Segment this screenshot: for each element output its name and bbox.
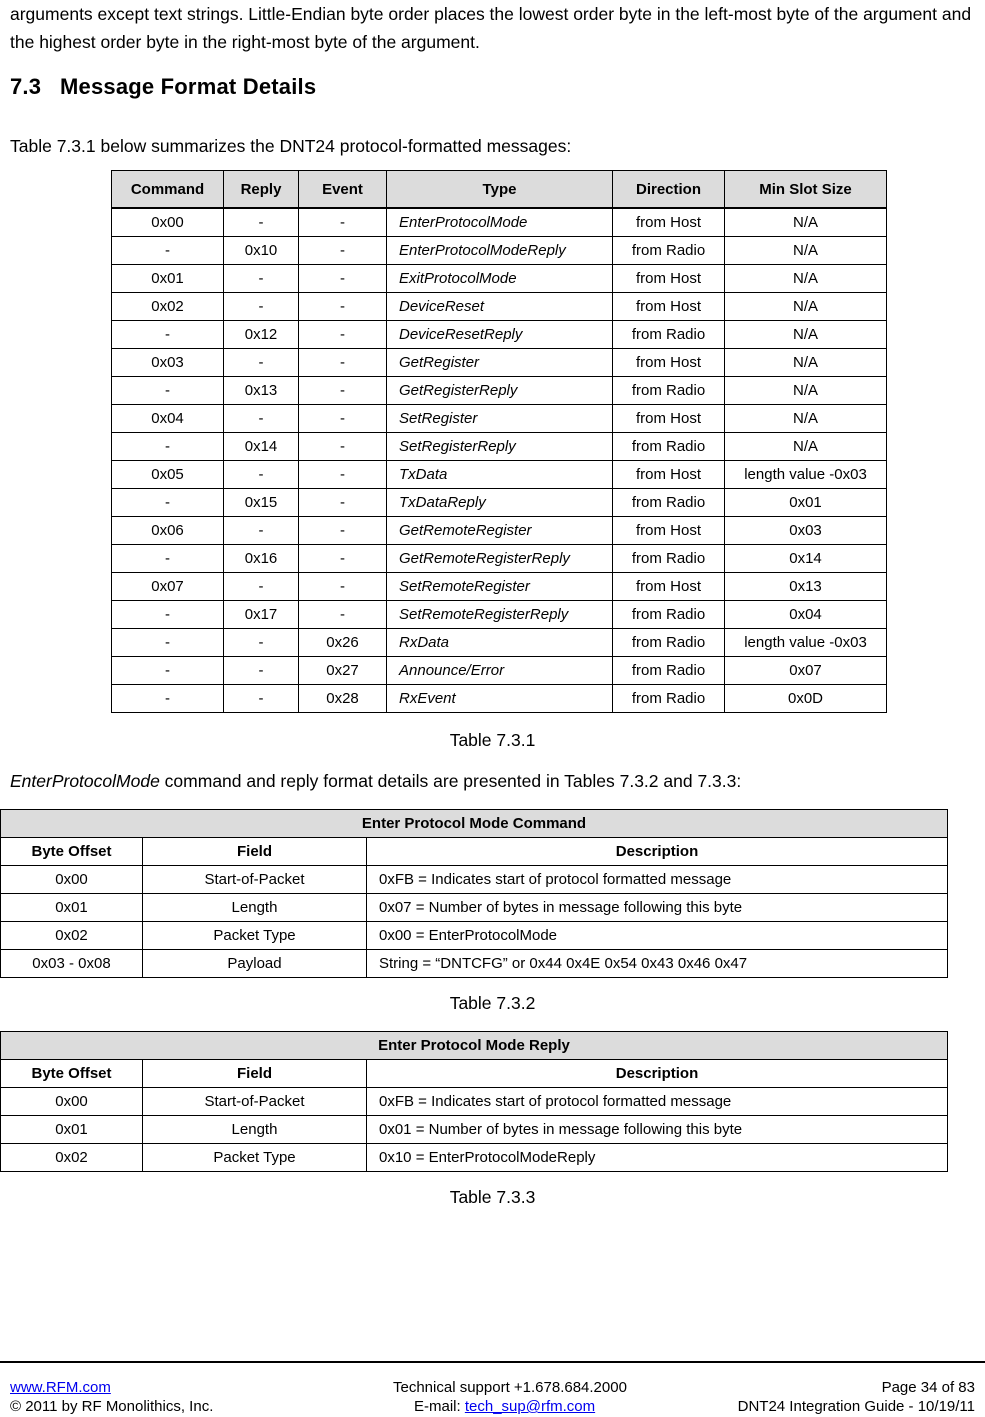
field-cell: Length: [143, 1116, 367, 1144]
byte-offset-cell: 0x01: [1, 894, 143, 922]
reply-cell: -: [224, 517, 299, 545]
direction-cell: from Radio: [613, 601, 725, 629]
description-cell: 0x01 = Number of bytes in message following this byte: [367, 1116, 948, 1144]
min-slot-size-cell: 0x01: [725, 489, 887, 517]
reply-cell: 0x16: [224, 545, 299, 573]
field-cell: Start-of-Packet: [143, 866, 367, 894]
type-cell: DeviceResetReply: [387, 321, 613, 349]
footer-copyright: © 2011 by RF Monolithics, Inc.: [10, 1398, 214, 1415]
table-row: [112, 265, 887, 293]
footer-divider: [0, 1361, 985, 1363]
table-title-row: [1, 1032, 948, 1060]
event-cell: 0x26: [299, 629, 387, 657]
event-cell: -: [299, 321, 387, 349]
type-cell: GetRegister: [387, 349, 613, 377]
min-slot-size-cell: 0x14: [725, 545, 887, 573]
table-row: [112, 545, 887, 573]
type-cell: ExitProtocolMode: [387, 265, 613, 293]
type-cell: EnterProtocolModeReply: [387, 237, 613, 265]
reply-cell: 0x17: [224, 601, 299, 629]
footer-website: [10, 1378, 111, 1398]
col-header-command: Command: [112, 171, 224, 209]
min-slot-size-cell: 0x03: [725, 517, 887, 545]
enter-protocol-mode-text: command and reply format details are presented in Tables 7.3.2 and 7.3.3:: [159, 771, 742, 791]
command-cell: 0x03: [112, 349, 224, 377]
table-row: [112, 208, 887, 237]
event-cell: -: [299, 237, 387, 265]
reply-cell: -: [224, 657, 299, 685]
event-cell: -: [299, 461, 387, 489]
col-header-byte-offset: Byte Offset: [1, 838, 143, 866]
col-header-field: Field: [143, 838, 367, 866]
table-row: [1, 1144, 948, 1172]
col-header-min-slot-size: Min Slot Size: [725, 171, 887, 209]
table-row: [112, 517, 887, 545]
min-slot-size-cell: N/A: [725, 208, 887, 237]
direction-cell: from Radio: [613, 629, 725, 657]
event-cell: 0x28: [299, 685, 387, 713]
table-7-3-2-caption: Table 7.3.2: [449, 993, 536, 1013]
reply-cell: -: [224, 405, 299, 433]
intro-paragraph: arguments except text strings. Little-Endian byte order places the lowest order byte in the left-most byte of the argument and the highest order byte in the right-most byte of the argument.: [10, 4, 972, 52]
type-cell: RxData: [387, 629, 613, 657]
type-cell: DeviceReset: [387, 293, 613, 321]
type-cell: TxData: [387, 461, 613, 489]
command-cell: 0x06: [112, 517, 224, 545]
table-7-3-1-caption: Table 7.3.1: [449, 730, 536, 750]
email-label: E-mail:: [414, 1398, 465, 1415]
type-cell: Announce/Error: [387, 657, 613, 685]
reply-cell: -: [224, 349, 299, 377]
col-header-field: Field: [143, 1060, 367, 1088]
col-header-byte-offset: Byte Offset: [1, 1060, 143, 1088]
description-cell: String = “DNTCFG” or 0x44 0x4E 0x54 0x43 0x46 0x47: [367, 950, 948, 978]
event-cell: -: [299, 517, 387, 545]
direction-cell: from Host: [613, 517, 725, 545]
min-slot-size-cell: 0x04: [725, 601, 887, 629]
command-cell: -: [112, 685, 224, 713]
description-cell: 0xFB = Indicates start of protocol formatted message: [367, 866, 948, 894]
command-cell: -: [112, 321, 224, 349]
command-cell: 0x07: [112, 573, 224, 601]
byte-offset-cell: 0x01: [1, 1116, 143, 1144]
min-slot-size-cell: length value -0x03: [725, 629, 887, 657]
description-cell: 0x07 = Number of bytes in message following this byte: [367, 894, 948, 922]
table-row: [1, 894, 948, 922]
table-row: [1, 1088, 948, 1116]
min-slot-size-cell: length value -0x03: [725, 461, 887, 489]
field-cell: Packet Type: [143, 922, 367, 950]
reply-cell: -: [224, 208, 299, 237]
direction-cell: from Radio: [613, 237, 725, 265]
command-table-title: Enter Protocol Mode Command: [1, 810, 948, 838]
description-cell: 0x10 = EnterProtocolModeReply: [367, 1144, 948, 1172]
type-cell: GetRemoteRegisterReply: [387, 545, 613, 573]
direction-cell: from Host: [613, 265, 725, 293]
reply-cell: -: [224, 685, 299, 713]
min-slot-size-cell: N/A: [725, 405, 887, 433]
direction-cell: from Host: [613, 573, 725, 601]
type-cell: SetRegisterReply: [387, 433, 613, 461]
command-cell: 0x00: [112, 208, 224, 237]
event-cell: -: [299, 208, 387, 237]
event-cell: -: [299, 405, 387, 433]
byte-offset-cell: 0x02: [1, 922, 143, 950]
table-header-row: [1, 838, 948, 866]
command-cell: -: [112, 377, 224, 405]
col-header-event: Event: [299, 171, 387, 209]
table-header-row: [1, 1060, 948, 1088]
summary-header-row: [112, 171, 887, 209]
enter-protocol-mode-term: EnterProtocolMode: [10, 771, 160, 791]
event-cell: -: [299, 489, 387, 517]
footer-support: Technical support +1.678.684.2000: [393, 1379, 627, 1396]
table-row: [112, 489, 887, 517]
command-cell: 0x01: [112, 265, 224, 293]
command-cell: -: [112, 601, 224, 629]
command-cell: 0x05: [112, 461, 224, 489]
table-row: [112, 321, 887, 349]
event-cell: 0x27: [299, 657, 387, 685]
event-cell: -: [299, 349, 387, 377]
byte-offset-cell: 0x00: [1, 866, 143, 894]
col-header-reply: Reply: [224, 171, 299, 209]
event-cell: -: [299, 265, 387, 293]
table-row: [112, 377, 887, 405]
min-slot-size-cell: N/A: [725, 377, 887, 405]
type-cell: EnterProtocolMode: [387, 208, 613, 237]
field-cell: Start-of-Packet: [143, 1088, 367, 1116]
direction-cell: from Radio: [613, 685, 725, 713]
table-row: [112, 573, 887, 601]
email-link[interactable]: tech_sup@rfm.com: [464, 1398, 596, 1415]
reply-cell: -: [224, 629, 299, 657]
direction-cell: from Radio: [613, 377, 725, 405]
command-cell: 0x02: [112, 293, 224, 321]
section-heading: [10, 74, 316, 100]
direction-cell: from Host: [613, 293, 725, 321]
direction-cell: from Host: [613, 208, 725, 237]
direction-cell: from Radio: [613, 545, 725, 573]
command-cell: -: [112, 237, 224, 265]
direction-cell: from Host: [613, 349, 725, 377]
table-row: [112, 349, 887, 377]
command-cell: -: [112, 657, 224, 685]
table-row: [1, 1116, 948, 1144]
direction-cell: from Radio: [613, 433, 725, 461]
reply-cell: -: [224, 461, 299, 489]
min-slot-size-cell: 0x13: [725, 573, 887, 601]
event-cell: -: [299, 573, 387, 601]
min-slot-size-cell: N/A: [725, 293, 887, 321]
table-row: [112, 293, 887, 321]
command-cell: -: [112, 489, 224, 517]
min-slot-size-cell: 0x0D: [725, 685, 887, 713]
protocol-message-summary-table: [111, 170, 887, 713]
table-7-3-3-caption: Table 7.3.3: [449, 1187, 536, 1207]
col-header-description: Description: [367, 1060, 948, 1088]
event-cell: -: [299, 377, 387, 405]
reply-cell: 0x13: [224, 377, 299, 405]
event-cell: -: [299, 545, 387, 573]
command-cell: 0x04: [112, 405, 224, 433]
reply-cell: 0x15: [224, 489, 299, 517]
website-link[interactable]: www.RFM.com: [10, 1379, 111, 1396]
table-row: [112, 601, 887, 629]
type-cell: RxEvent: [387, 685, 613, 713]
field-cell: Packet Type: [143, 1144, 367, 1172]
table-row: [112, 685, 887, 713]
type-cell: SetRemoteRegister: [387, 573, 613, 601]
reply-cell: -: [224, 265, 299, 293]
direction-cell: from Host: [613, 461, 725, 489]
type-cell: TxDataReply: [387, 489, 613, 517]
field-cell: Length: [143, 894, 367, 922]
table-row: [1, 950, 948, 978]
byte-offset-cell: 0x02: [1, 1144, 143, 1172]
type-cell: SetRemoteRegisterReply: [387, 601, 613, 629]
command-cell: -: [112, 629, 224, 657]
min-slot-size-cell: N/A: [725, 433, 887, 461]
col-header-description: Description: [367, 838, 948, 866]
min-slot-size-cell: N/A: [725, 321, 887, 349]
type-cell: SetRegister: [387, 405, 613, 433]
event-cell: -: [299, 433, 387, 461]
footer-doc-title: DNT24 Integration Guide - 10/19/11: [737, 1398, 975, 1415]
description-cell: 0x00 = EnterProtocolMode: [367, 922, 948, 950]
description-cell: 0xFB = Indicates start of protocol formatted message: [367, 1088, 948, 1116]
event-cell: -: [299, 293, 387, 321]
min-slot-size-cell: 0x07: [725, 657, 887, 685]
min-slot-size-cell: N/A: [725, 349, 887, 377]
command-cell: -: [112, 433, 224, 461]
enter-protocol-mode-paragraph: [10, 767, 975, 795]
table-row: [112, 433, 887, 461]
event-cell: -: [299, 601, 387, 629]
summary-paragraph: Table 7.3.1 below summarizes the DNT24 protocol-formatted messages:: [10, 136, 572, 156]
type-cell: GetRegisterReply: [387, 377, 613, 405]
field-cell: Payload: [143, 950, 367, 978]
enter-protocol-mode-reply-table: [0, 1031, 948, 1172]
direction-cell: from Radio: [613, 657, 725, 685]
reply-table-title: Enter Protocol Mode Reply: [1, 1032, 948, 1060]
footer-page-number: Page 34 of 83: [881, 1379, 975, 1396]
reply-cell: -: [224, 293, 299, 321]
table-row: [1, 922, 948, 950]
section-number: 7.3: [10, 74, 42, 99]
enter-protocol-mode-command-table: [0, 809, 948, 978]
table-row: [1, 866, 948, 894]
reply-cell: -: [224, 573, 299, 601]
direction-cell: from Radio: [613, 321, 725, 349]
section-title: Message Format Details: [60, 74, 317, 99]
reply-cell: 0x10: [224, 237, 299, 265]
reply-cell: 0x12: [224, 321, 299, 349]
direction-cell: from Radio: [613, 489, 725, 517]
table-row: [112, 657, 887, 685]
byte-offset-cell: 0x03 - 0x08: [1, 950, 143, 978]
direction-cell: from Host: [613, 405, 725, 433]
byte-offset-cell: 0x00: [1, 1088, 143, 1116]
type-cell: GetRemoteRegister: [387, 517, 613, 545]
col-header-type: Type: [387, 171, 613, 209]
footer-email: [414, 1397, 595, 1417]
table-row: [112, 237, 887, 265]
command-cell: -: [112, 545, 224, 573]
reply-cell: 0x14: [224, 433, 299, 461]
table-title-row: [1, 810, 948, 838]
min-slot-size-cell: N/A: [725, 265, 887, 293]
table-row: [112, 629, 887, 657]
min-slot-size-cell: N/A: [725, 237, 887, 265]
table-row: [112, 405, 887, 433]
table-row: [112, 461, 887, 489]
col-header-direction: Direction: [613, 171, 725, 209]
